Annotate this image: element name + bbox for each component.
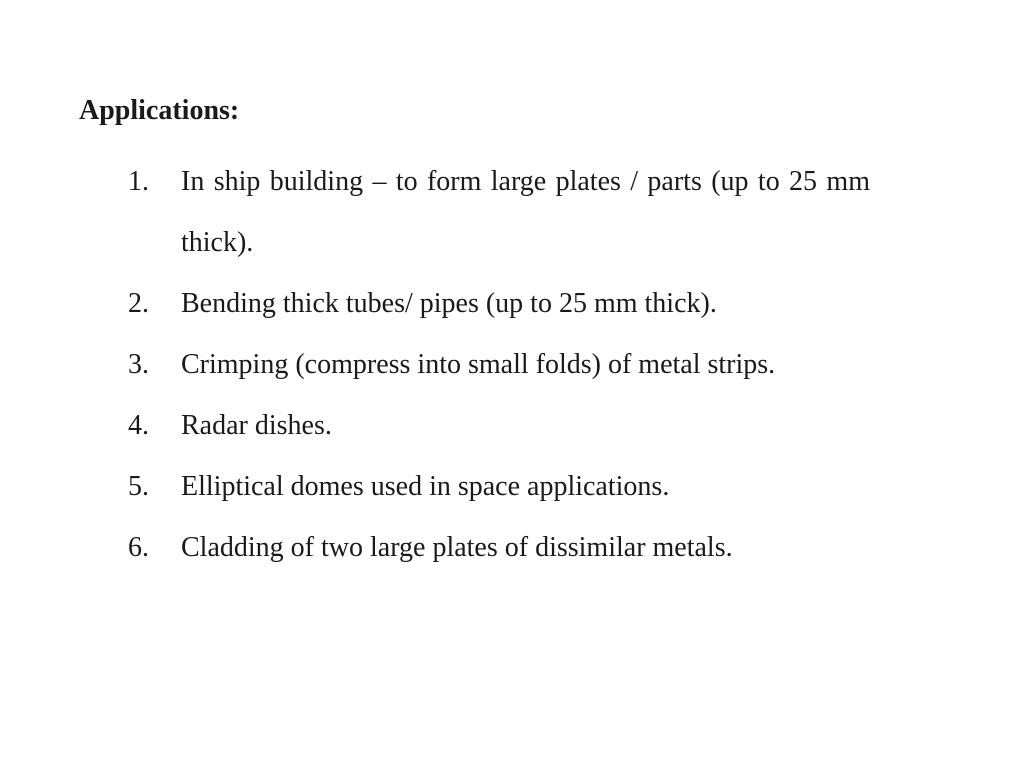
slide-heading: Applications: [79,95,240,126]
list-item-text: Bending thick tubes/ pipes (up to 25 mm thick). [181,288,717,319]
list-item-text: Radar dishes. [181,410,332,441]
list-item [128,273,870,334]
list-item-number: 6. [128,532,149,563]
list-item-text: Elliptical domes used in space applications. [181,471,670,502]
list-item-text: Cladding of two large plates of dissimilar metals. [181,532,733,563]
list-item [128,151,870,273]
list-item-text: Crimping (compress into small folds) of metal strips. [181,349,776,380]
list-item [128,517,870,578]
list-item-number: 3. [128,349,149,380]
list-item-number: 2. [128,288,149,319]
list-item [128,456,870,517]
applications-list [128,151,870,578]
list-item [128,395,870,456]
list-item-text: In ship building – to form large plates / parts (up to 25 mm thick). [181,166,870,258]
list-item-number: 5. [128,471,149,502]
list-item [128,334,870,395]
list-item-number: 1. [128,166,149,197]
list-item-number: 4. [128,410,149,441]
